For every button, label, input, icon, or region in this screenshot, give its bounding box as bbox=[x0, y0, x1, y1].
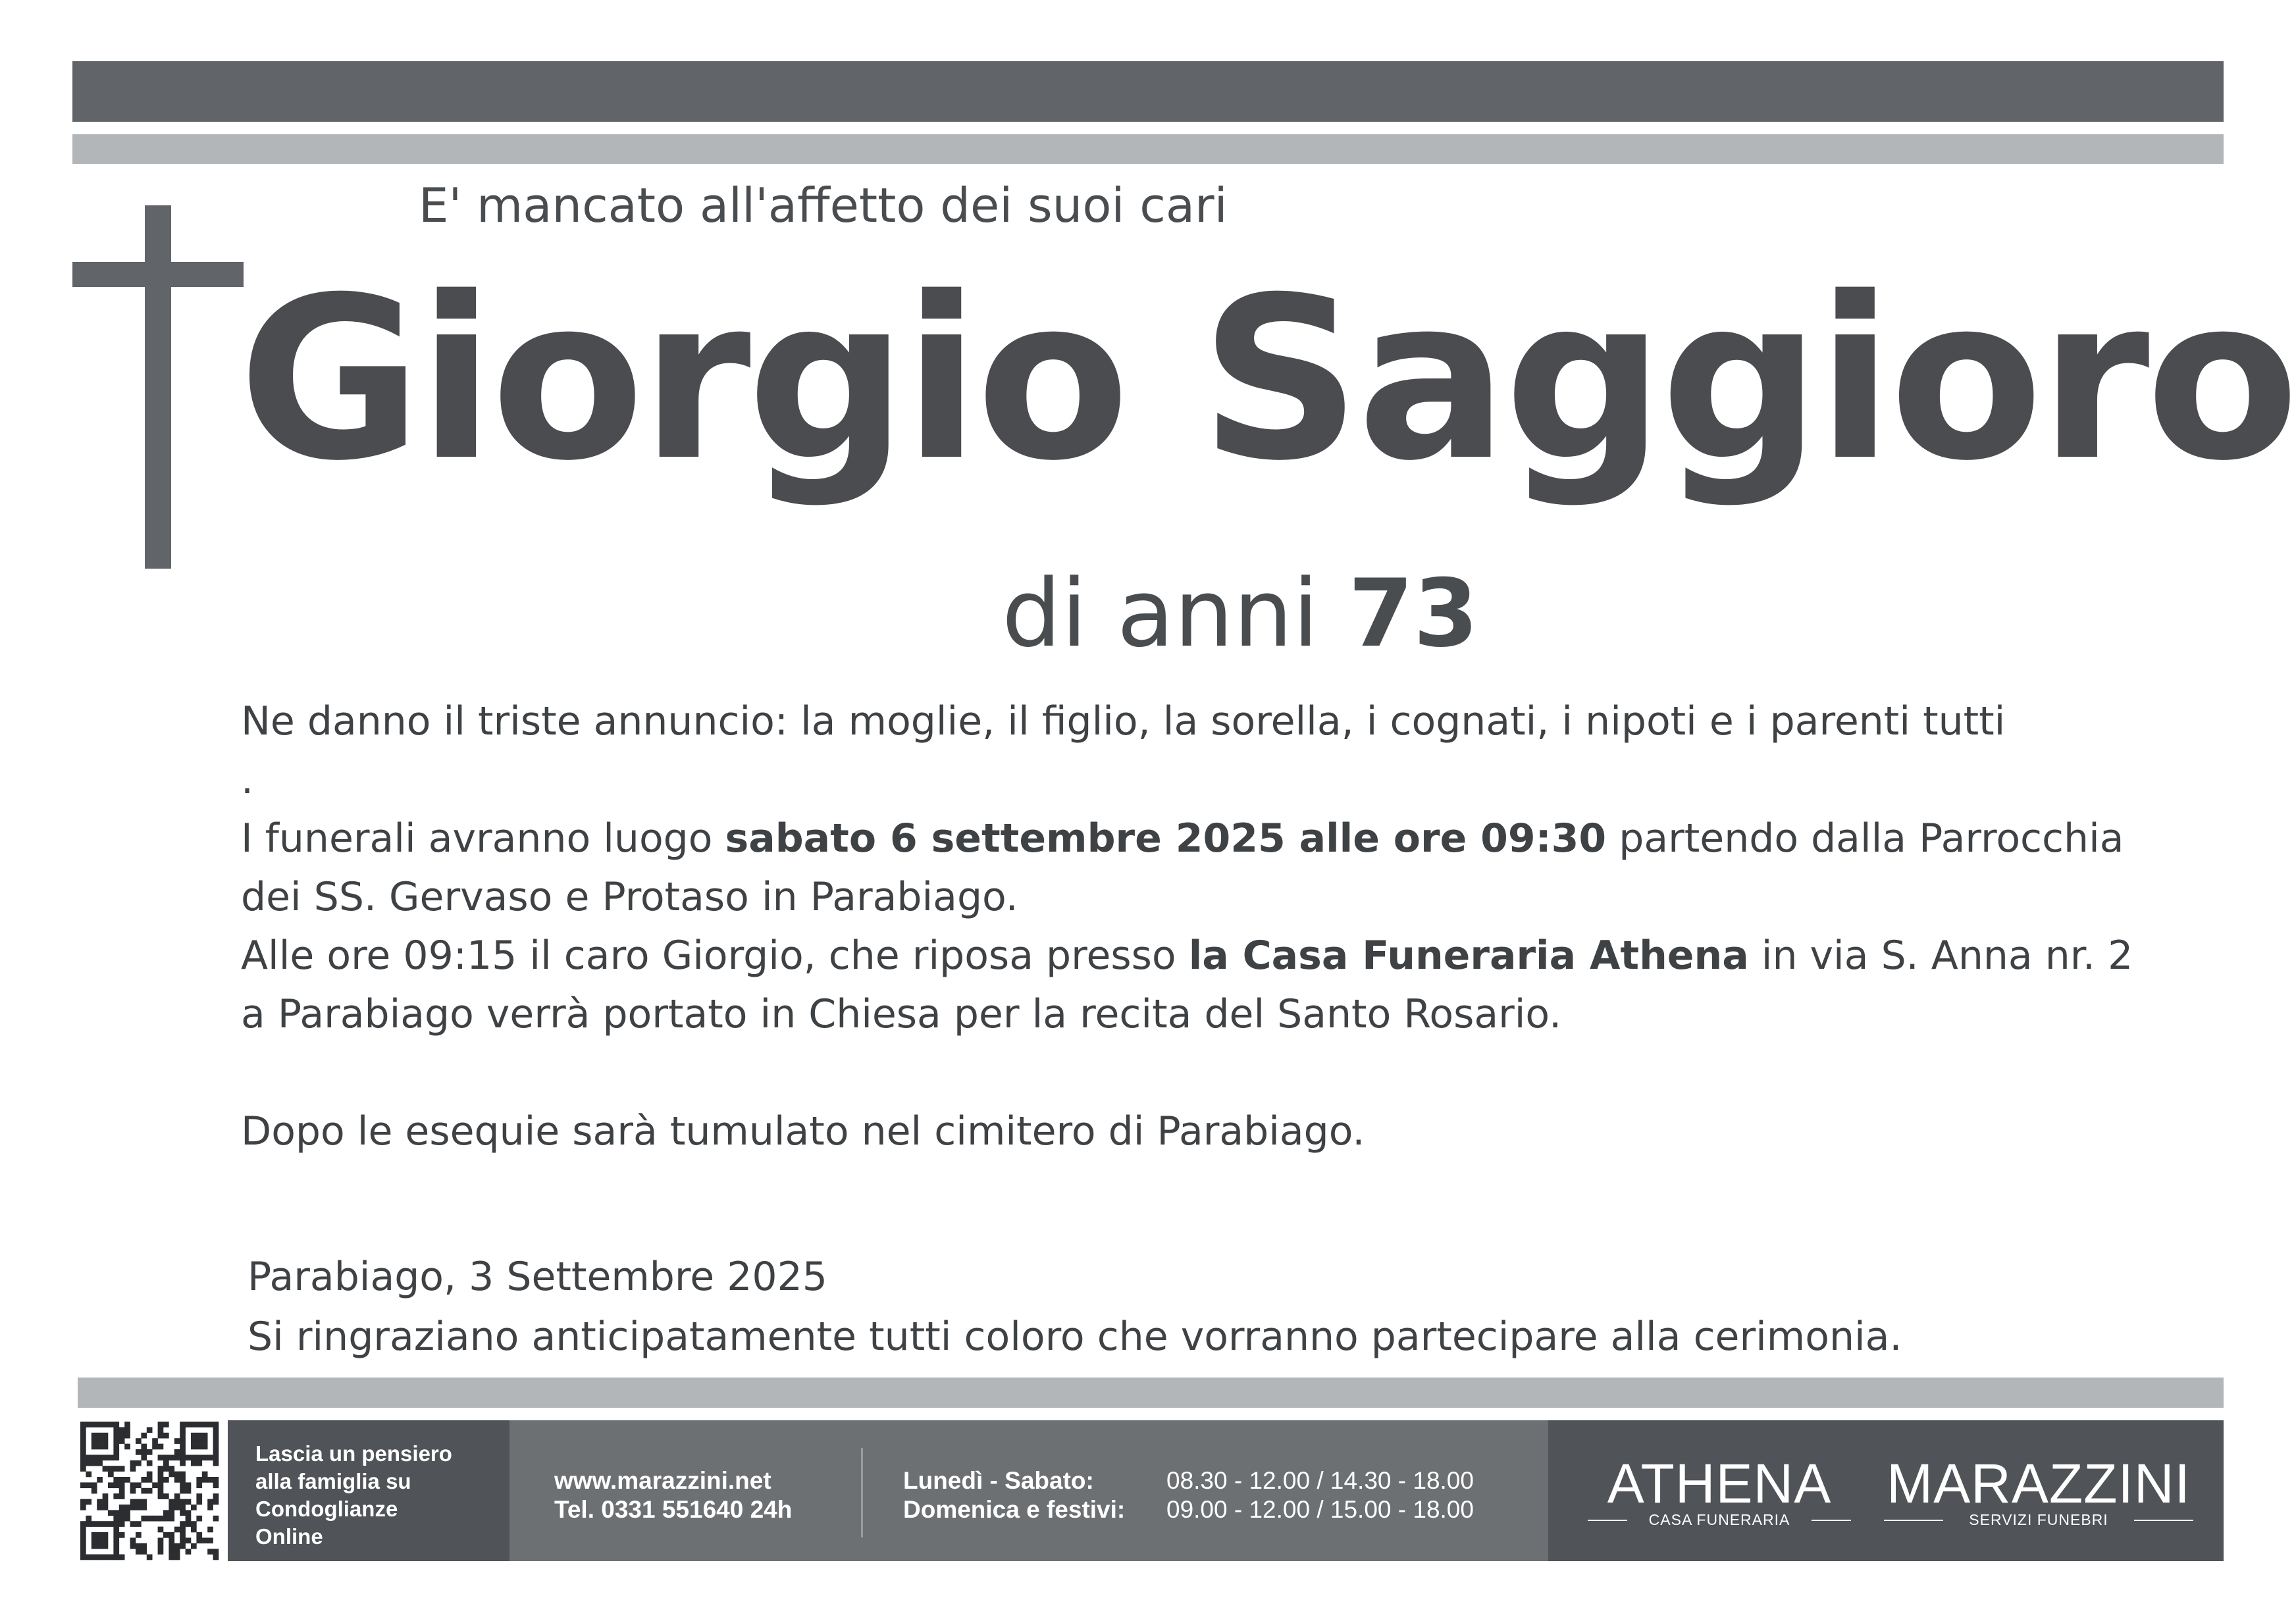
bottom-light-band bbox=[78, 1378, 2224, 1408]
condolences-block[interactable]: Lascia un pensiero alla famiglia su Condoglianze Online bbox=[228, 1420, 509, 1561]
intro-text: E' mancato all'affetto dei suoi cari bbox=[419, 178, 1228, 233]
qr-code-icon[interactable] bbox=[78, 1420, 222, 1561]
cross-icon-arm bbox=[72, 262, 244, 287]
brands-block bbox=[1548, 1420, 2224, 1561]
opening-hours: Lunedì - Sabato: 08.30 - 12.00 / 14.30 - 18.00 Domenica e festivi: 09.00 - 12.00 / 15.00 - 18.00 bbox=[903, 1467, 1474, 1523]
contact-block bbox=[509, 1420, 1548, 1561]
body-line: a Parabiago verrà portato in Chiesa per la recita del Santo Rosario. bbox=[241, 991, 1562, 1037]
announcement-body bbox=[241, 692, 2189, 1161]
body-line: I funerali avranno luogo sabato 6 settembre 2025 alle ore 09:30 partendo dalla Parrocchia bbox=[241, 815, 2124, 862]
footer bbox=[78, 1420, 2224, 1561]
top-light-band bbox=[72, 134, 2224, 164]
age-prefix: di anni bbox=[1002, 559, 1319, 668]
top-dark-band bbox=[72, 61, 2224, 122]
thanks-line: Si ringraziano anticipatamente tutti coloro che vorranno partecipare alla cerimonia. bbox=[248, 1314, 1902, 1360]
body-line: Dopo le esequie sarà tumulato nel cimitero di Parabiago. bbox=[241, 1108, 1365, 1154]
website-link[interactable]: www.marazzini.net bbox=[554, 1467, 771, 1494]
divider bbox=[861, 1448, 863, 1537]
marazzini-logo: MARAZZINI SERVIZI FUNEBRI bbox=[1884, 1456, 2193, 1528]
age-line bbox=[1002, 559, 1478, 668]
announcement-date: Parabiago, 3 Settembre 2025 bbox=[248, 1254, 827, 1300]
funeral-datetime: sabato 6 settembre 2025 alle ore 09:30 bbox=[725, 815, 1607, 862]
funeral-home-name: la Casa Funeraria Athena bbox=[1188, 933, 1749, 979]
athena-logo: ATHENA CASA FUNERARIA bbox=[1588, 1456, 1851, 1528]
phone-number[interactable]: Tel. 0331 551640 24h bbox=[554, 1496, 793, 1523]
cross-icon bbox=[145, 205, 171, 569]
deceased-name: Giorgio Saggioro bbox=[238, 249, 2296, 510]
body-line: Ne danno il triste annuncio: la moglie, il figlio, la sorella, i cognati, i nipoti e i parenti tutti bbox=[241, 698, 2006, 744]
body-line: dei SS. Gervaso e Protaso in Parabiago. bbox=[241, 874, 1018, 920]
body-line: Alle ore 09:15 il caro Giorgio, che riposa presso la Casa Funeraria Athena in via S. Anna nr. 2 bbox=[241, 933, 2133, 979]
body-line: . bbox=[241, 757, 254, 803]
age-value: 73 bbox=[1348, 559, 1478, 668]
